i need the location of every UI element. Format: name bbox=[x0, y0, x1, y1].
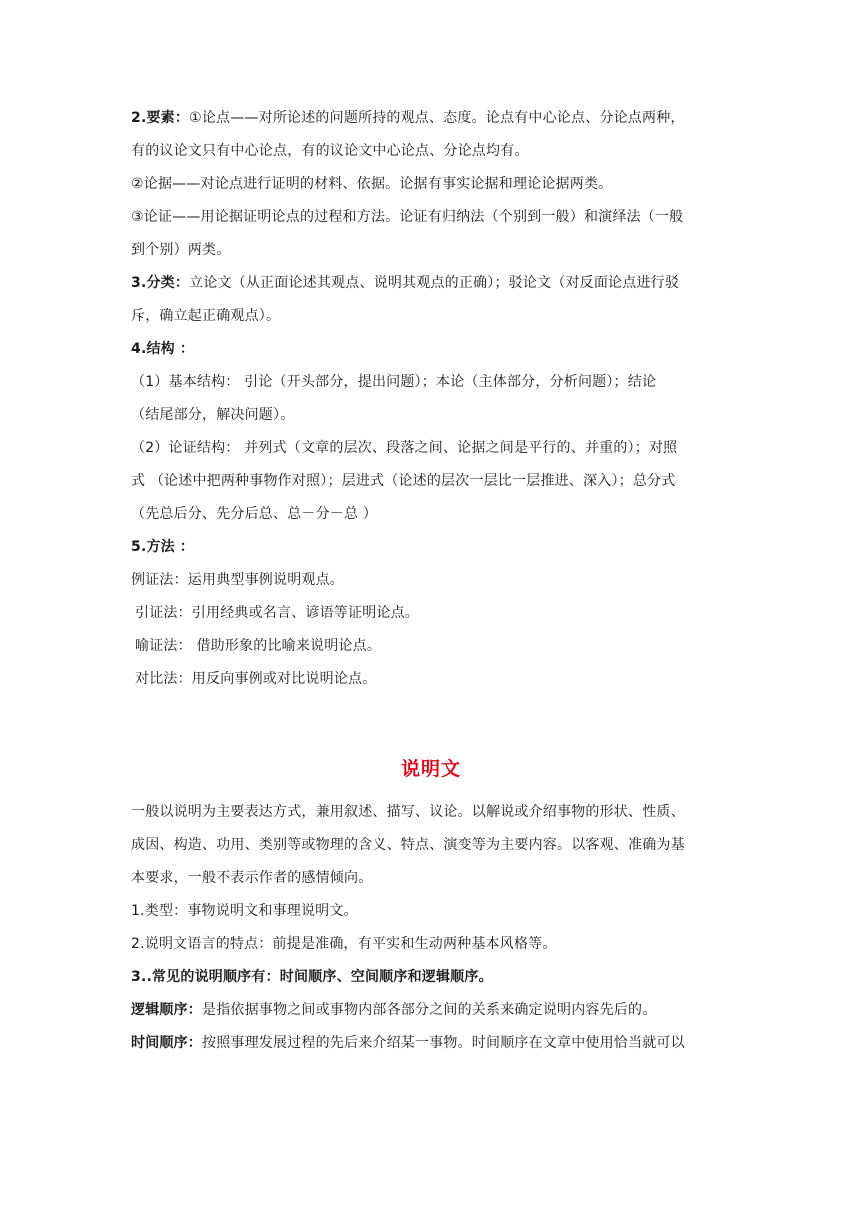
method-metaphor: 喻证法： 借助形象的比喻来说明论点。 bbox=[135, 638, 382, 654]
intro-line-3: 本要求，一般不表示作者的感情倾向。 bbox=[131, 870, 373, 886]
structure-proof-line-3: （先总后分、先分后总、总－分－总 ） bbox=[131, 506, 378, 522]
time-order-paragraph bbox=[131, 1033, 731, 1066]
structure-basic-line-2: （结尾部分，解决问题）。 bbox=[131, 407, 295, 423]
structure-proof-line-2: 式 （论述中把两种事物作对照）；层进式（论述的层次一层比一层推进、深入）；总分式 bbox=[131, 473, 676, 489]
expository-types-line: 1.类型：事物说明文和事理说明文。 bbox=[131, 903, 358, 919]
structure-heading: 4.结构 ： bbox=[131, 341, 195, 357]
time-order-heading: 时间顺序： bbox=[131, 1035, 202, 1051]
types-heading: 3.分类： bbox=[131, 275, 190, 291]
document-body bbox=[131, 108, 731, 1066]
section-title: 说明文 bbox=[400, 757, 461, 780]
logic-order-text: 是指依据事物之间或事物内部各部分之间的关系来确定说明内容先后的。 bbox=[202, 1002, 657, 1018]
methods-heading: 5.方法 ： bbox=[131, 539, 195, 555]
types-paragraph bbox=[131, 273, 731, 306]
method-contrast: 对比法：用反向事例或对比说明论点。 bbox=[135, 671, 377, 687]
language-line: 2.说明文语言的特点：前提是准确，有平实和生动两种基本风格等。 bbox=[131, 936, 557, 952]
types-text: 立论文（从正面论述其观点、说明其观点的正确）；驳论文（对反面论点进行驳 bbox=[189, 275, 680, 291]
elements-paragraph bbox=[131, 108, 731, 141]
proof-line-1: ③论证——用论据证明论点的过程和方法。论证有归纳法（个别到一般）和演绎法（一般 bbox=[131, 209, 684, 225]
proof-line-2: 到个别）两类。 bbox=[131, 242, 231, 258]
time-order-text: 按照事理发展过程的先后来介绍某一事物。时间顺序在文章中使用恰当就可以 bbox=[202, 1035, 685, 1051]
logic-order-heading: 逻辑顺序： bbox=[131, 1002, 202, 1018]
logic-order-paragraph bbox=[131, 1000, 731, 1033]
structure-proof-line-1: （2）论证结构： 并列式（文章的层次、段落之间、论据之间是平行的、并重的）；对照 bbox=[131, 440, 678, 456]
evidence-line: ②论据——对论点进行证明的材料、依据。论据有事实论据和理论论据两类。 bbox=[131, 176, 613, 192]
structure-basic-line-1: （1）基本结构： 引论（开头部分，提出问题）；本论（主体部分，分析问题）；结论 bbox=[131, 374, 657, 390]
elements-text: ①论点——对所论述的问题所持的观点、态度。论点有中心论点、分论点两种， bbox=[189, 110, 685, 126]
elements-heading: 2.要素： bbox=[131, 110, 190, 126]
intro-line-1: 一般以说明为主要表达方式，兼用叙述、描写、议论。以解说或介绍事物的形状、性质、 bbox=[131, 804, 685, 820]
method-example: 例证法：运用典型事例说明观点。 bbox=[131, 572, 344, 588]
elements-line-2: 有的议论文只有中心论点，有的议论文中心论点、分论点均有。 bbox=[131, 143, 529, 159]
order-line: 3..常见的说明顺序有：时间顺序、空间顺序和逻辑顺序。 bbox=[131, 969, 493, 985]
intro-line-2: 成因、构造、功用、类别等或物理的含义、特点、演变等为主要内容。以客观、准确为基 bbox=[131, 837, 685, 853]
method-quote: 引证法：引用经典或名言、谚语等证明论点。 bbox=[135, 605, 419, 621]
types-line-2: 斥，确立起正确观点）。 bbox=[131, 308, 281, 324]
